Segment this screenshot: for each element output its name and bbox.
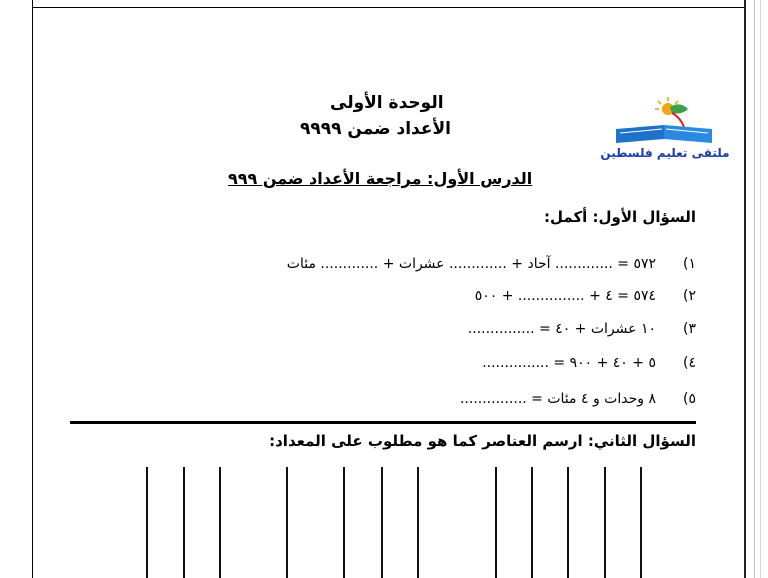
abacus-rod [381,467,383,578]
exercise-item-3 [468,318,696,340]
page-border-right [744,0,746,578]
abacus-rod [183,467,185,578]
section-divider [70,421,696,424]
question2-heading: السؤال الثاني: ارسم العناصر كما هو مطلوب على المعداد: [269,432,696,450]
question1-heading: السؤال الأول: أكمل: [544,208,696,226]
exercise-number: ٤) [683,355,696,371]
page-border-left [32,0,33,578]
exercise-number: ٣) [683,321,696,337]
exercise-item-2 [475,285,696,307]
unit-title: الوحدة الأولى [330,93,444,113]
exercise-text: ٨ وحدات و ٤ مئات = ............... [459,391,656,407]
exercise-item-4 [482,352,696,374]
exercise-text: ٥٧٤ = ٤ + ............... + ٥٠٠ [474,288,656,304]
unit-subtitle: الأعداد ضمن ٩٩٩٩ [300,119,451,139]
abacus-rod [604,467,606,578]
exercise-number: ٢) [683,288,696,304]
lesson-title: الدرس الأول: مراجعة الأعداد ضمن ٩٩٩ [228,169,533,188]
abacus-rod [343,467,345,578]
abacus-rod [146,467,148,578]
exercise-item-1 [287,253,696,275]
page-edge-line [760,0,761,578]
abacus-rod [567,467,569,578]
abacus-rod [286,467,288,578]
logo-text: ملتقى تعليم فلسطين [600,146,730,160]
page-border-top [32,7,745,8]
abacus-rod [495,467,497,578]
exercise-item-5 [460,388,696,410]
abacus-rod [219,467,221,578]
exercise-text: ٥٧٢ = ............. آحاد + ............. عشرات + ............. مئات [286,256,656,272]
exercise-number: ٥) [683,391,696,407]
exercise-text: ١٠ عشرات + ٤٠ = ............... [467,321,656,337]
abacus-rod [640,467,642,578]
exercise-text: ٥ + ٤٠ + ٩٠٠ = ............... [482,355,656,371]
exercise-number: ١) [683,256,696,272]
abacus-rod [531,467,533,578]
page-edge-line [754,0,755,578]
abacus-rod [417,467,419,578]
